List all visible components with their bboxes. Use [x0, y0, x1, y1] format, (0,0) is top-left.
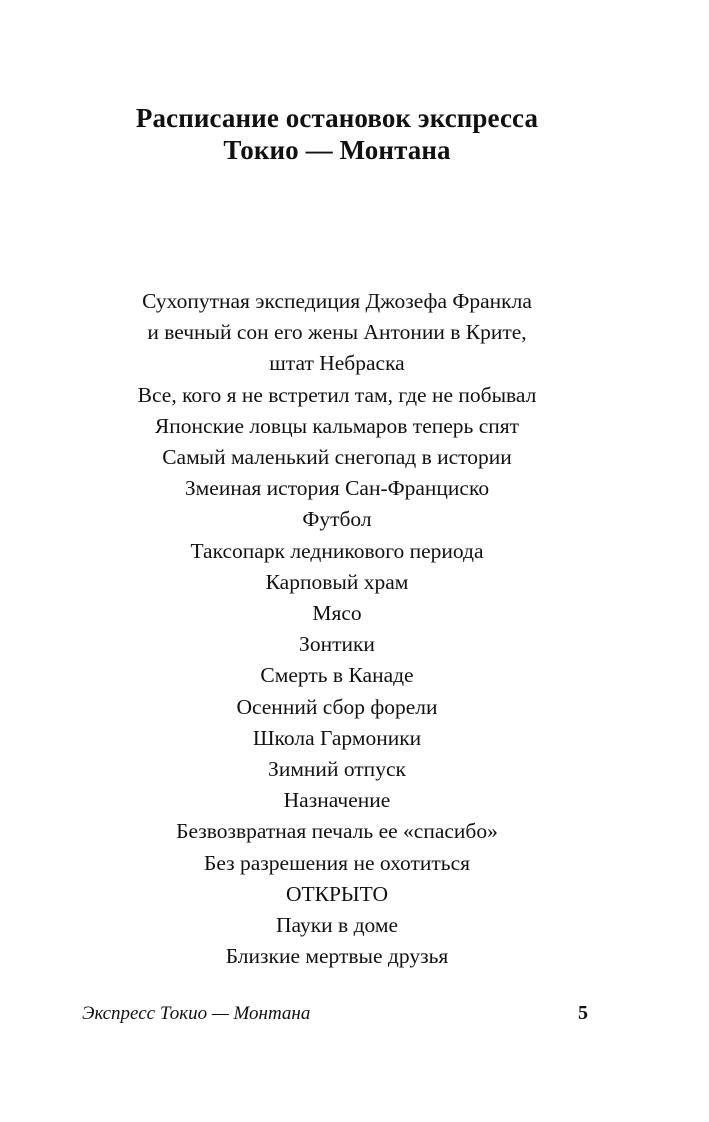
toc-entry-line: Сухопутная экспедиция Джозефа Франкла — [142, 289, 532, 313]
toc-entry-line: Назначение — [283, 788, 391, 813]
toc-entry — [0, 754, 674, 785]
toc-entry-line: Без разрешения не охотиться — [203, 850, 471, 875]
toc-entry-line: Карповый храм — [265, 569, 409, 594]
toc-entry-line: Футбол — [302, 507, 372, 532]
toc-entry-line: и вечный сон его жены Антонии в Крите, — [147, 320, 527, 345]
page-title-line-1: Расписание остановок экспресса — [135, 103, 539, 133]
toc-entry — [0, 629, 674, 660]
toc-entry-line: ОТКРЫТО — [285, 881, 389, 906]
table-of-contents — [0, 286, 674, 972]
toc-entry-line: Зонтики — [299, 632, 375, 657]
toc-entry — [0, 848, 674, 879]
toc-entry — [0, 816, 674, 847]
toc-entry — [0, 504, 674, 535]
page-title-line-2: Токио — Монтана — [223, 135, 451, 165]
toc-entry-line: Самый маленький снегопад в истории — [162, 445, 512, 470]
toc-entry — [0, 536, 674, 567]
toc-entry — [0, 598, 674, 629]
toc-entry — [0, 910, 674, 941]
toc-entry — [0, 442, 674, 473]
page-title — [0, 102, 674, 166]
toc-entry-line: Школа Гармоники — [252, 725, 422, 750]
toc-entry — [0, 692, 674, 723]
toc-entry — [0, 879, 674, 910]
toc-entry — [0, 941, 674, 972]
toc-entry-line: Все, кого я не встретил там, где не побывал — [137, 382, 537, 407]
toc-entry-line: Близкие мертвые друзья — [225, 944, 449, 969]
toc-entry-line: Японские ловцы кальмаров теперь спят — [154, 413, 520, 438]
toc-entry-line: Пауки в доме — [275, 913, 398, 938]
toc-entry — [0, 286, 674, 380]
toc-entry-line: штат Небраска — [269, 351, 405, 376]
toc-entry — [0, 723, 674, 754]
toc-entry — [0, 567, 674, 598]
toc-entry-line: Смерть в Канаде — [260, 663, 414, 688]
toc-entry-line: Мясо — [312, 601, 362, 626]
toc-entry — [0, 380, 674, 411]
toc-entry-line: Осенний сбор форели — [236, 694, 438, 719]
running-footer-title: Экспресс Токио — Монтана — [82, 1003, 311, 1024]
toc-entry — [0, 785, 674, 816]
toc-entry-line: Таксопарк ледникового периода — [190, 538, 484, 563]
toc-entry-line: Зимний отпуск — [268, 757, 406, 782]
toc-entry — [0, 411, 674, 442]
toc-entry — [0, 473, 674, 504]
toc-entry-line: Безвозвратная печаль ее «спасибо» — [176, 819, 498, 844]
toc-entry — [0, 660, 674, 691]
toc-entry-line: Змеиная история Сан-Франциско — [184, 476, 490, 501]
page-number: 5 — [578, 1002, 588, 1024]
